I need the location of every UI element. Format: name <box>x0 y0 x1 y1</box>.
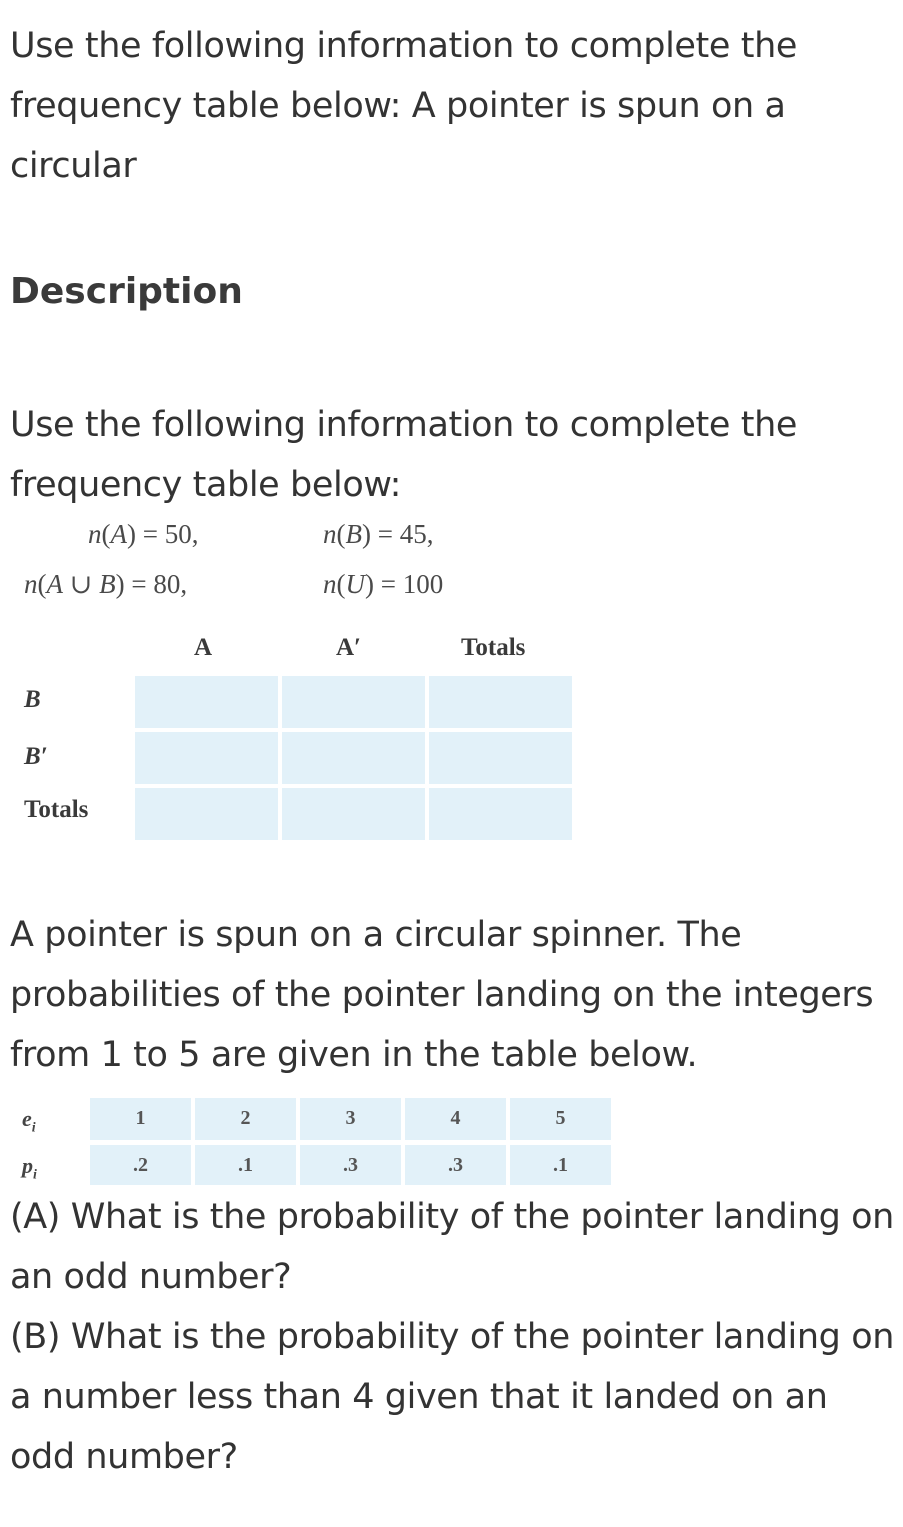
question-title: Use the following information to complete the frequency table below: A pointer is spun on a circular <box>10 26 797 186</box>
spinner-intro: A pointer is spun on a circular spinner. The probabilities of the pointer landing on the integers from 1 to 5 are given in the table below. <box>10 915 874 1075</box>
description-heading: Description <box>10 271 243 312</box>
outcome-cell: 5 <box>510 1098 611 1140</box>
freq-cell-totals-A[interactable] <box>135 788 278 840</box>
probability-cell: .1 <box>510 1145 611 1185</box>
freq-cell-Bprime-A[interactable] <box>135 732 278 784</box>
freq-cell-totals-Aprime[interactable] <box>282 788 425 840</box>
row-header-B: B <box>24 686 41 713</box>
prob-row-label-p: $p_i$ <box>22 1153 37 1183</box>
col-header-A: A <box>194 634 213 661</box>
probability-cell: .3 <box>405 1145 506 1185</box>
question-b: (B) What is the probability of the pointer landing on a number less than 4 given that it landed on an odd number? <box>10 1317 894 1477</box>
question-a: (A) What is the probability of the pointer landing on an odd number? <box>10 1197 894 1297</box>
freq-cell-Bprime-totals[interactable] <box>429 732 572 784</box>
probability-cell: .2 <box>90 1145 191 1185</box>
given-nB: n(B) = 45, <box>323 519 434 549</box>
outcome-cell: 1 <box>90 1098 191 1140</box>
given-nAuB: n(A ∪ B) = 80, <box>24 569 188 599</box>
intro-text: Use the following information to complete the frequency table below: <box>10 405 797 505</box>
given-nA: n(A) = 50, <box>88 519 199 549</box>
outcome-cell: 2 <box>195 1098 296 1140</box>
row-header-totals: Totals <box>24 796 89 823</box>
col-header-A-prime: A′ <box>336 634 362 661</box>
outcome-cell: 4 <box>405 1098 506 1140</box>
col-header-totals: Totals <box>461 634 526 661</box>
prob-row-label-e: $e_i$ <box>22 1106 36 1136</box>
probability-cell: .1 <box>195 1145 296 1185</box>
freq-cell-totals-totals[interactable] <box>429 788 572 840</box>
probability-cell: .3 <box>300 1145 401 1185</box>
row-header-B-prime: B′ <box>24 743 48 770</box>
outcome-cell: 3 <box>300 1098 401 1140</box>
freq-cell-Bprime-Aprime[interactable] <box>282 732 425 784</box>
freq-cell-B-Aprime[interactable] <box>282 676 425 728</box>
given-nU: n(U) = 100 <box>323 569 444 599</box>
freq-cell-B-totals[interactable] <box>429 676 572 728</box>
freq-cell-B-A[interactable] <box>135 676 278 728</box>
